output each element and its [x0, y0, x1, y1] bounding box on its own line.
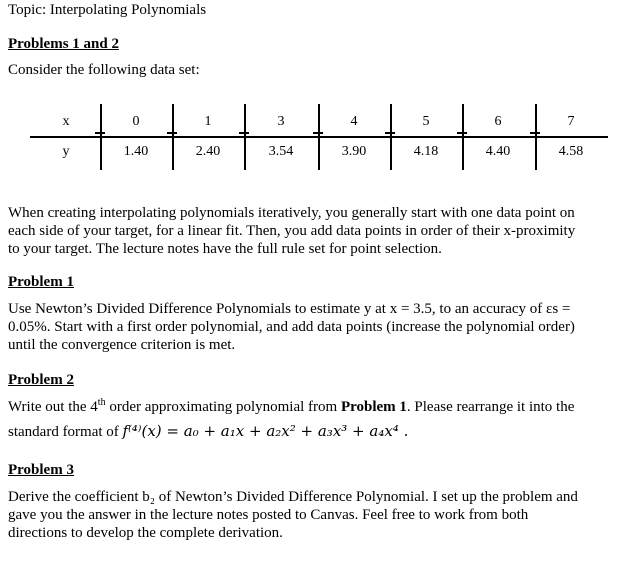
data-set-intro: Consider the following data set:: [8, 62, 200, 78]
problem-2-line: [8, 398, 632, 416]
table-divider: [318, 104, 320, 170]
x-value: 1: [204, 114, 212, 129]
problem-1-heading: Problem 1: [8, 274, 74, 290]
problem-3-line: Derive the coefficient b₂ of Newton’s Divided Difference Polynomial. I set up the problem and: [8, 489, 578, 505]
y-row-label: y: [62, 144, 70, 159]
table-tick: [95, 132, 105, 134]
x-value: 3: [277, 114, 285, 129]
problem-3-text: [8, 488, 632, 542]
data-table: [30, 104, 608, 170]
problem-2-heading: Problem 2: [8, 372, 74, 388]
table-divider: [390, 104, 392, 170]
problem-1-reference: Problem 1: [340, 399, 407, 415]
y-value: 4.40: [485, 144, 511, 159]
table-tick: [239, 132, 249, 134]
table-tick: [313, 132, 323, 134]
table-divider: [172, 104, 174, 170]
x-value: 7: [567, 114, 575, 129]
problem-3-line: gave you the answer in the lecture notes posted to Canvas. Feel free to work from both: [8, 507, 529, 523]
table-divider: [244, 104, 246, 170]
table-divider: [535, 104, 537, 170]
problems-1-2-heading: Problems 1 and 2: [8, 36, 119, 52]
x-value: 6: [494, 114, 502, 129]
topic-title: Topic: Interpolating Polynomials: [8, 2, 207, 18]
x-value: 5: [422, 114, 430, 129]
problem-2-text-mid: order approximating polynomial from: [105, 399, 341, 415]
problem-1-line: until the convergence criterion is met.: [8, 337, 236, 353]
y-value: 4.18: [413, 144, 439, 159]
paragraph-line: each side of your target, for a linear fit. Then, you add data points in order of their x-proximity: [8, 223, 576, 239]
y-value: 3.90: [341, 144, 367, 159]
x-row-label: x: [62, 114, 70, 129]
polynomial-formula: f⁽⁴⁾(x) = a₀ + a₁x + a₂x² + a₃x³ + a₄x⁴ .: [122, 422, 409, 440]
problem-2-text-post: . Please rearrange it into the: [406, 399, 575, 415]
problem-2-line: [8, 422, 632, 441]
problem-2-text: [8, 398, 632, 441]
problem-1-text: [8, 300, 632, 354]
ordinal-suffix: th: [97, 397, 106, 408]
problem-3-line: directions to develop the complete derivation.: [8, 525, 283, 541]
x-value: 0: [132, 114, 140, 129]
table-tick: [457, 132, 467, 134]
y-value: 2.40: [195, 144, 221, 159]
y-value: 4.58: [558, 144, 584, 159]
paragraph-line: When creating interpolating polynomials iteratively, you generally start with one data point on: [8, 205, 575, 221]
y-value: 1.40: [123, 144, 149, 159]
table-tick: [530, 132, 540, 134]
paragraph-line: to your target. The lecture notes have the full rule set for point selection.: [8, 241, 442, 257]
iterative-paragraph: [8, 204, 632, 258]
standard-format-label: standard format of: [8, 424, 123, 440]
problem-2-text-pre: Write out the 4: [8, 399, 98, 415]
problem-3-heading: Problem 3: [8, 462, 74, 478]
table-divider: [462, 104, 464, 170]
y-value: 3.54: [268, 144, 294, 159]
problem-1-line: Use Newton’s Divided Difference Polynomials to estimate y at x = 3.5, to an accuracy of εs =: [8, 301, 571, 317]
x-value: 4: [350, 114, 358, 129]
table-divider: [100, 104, 102, 170]
table-tick: [167, 132, 177, 134]
table-tick: [385, 132, 395, 134]
problem-1-line: 0.05%. Start with a first order polynomial, and add data points (increase the polynomial order): [8, 319, 575, 335]
